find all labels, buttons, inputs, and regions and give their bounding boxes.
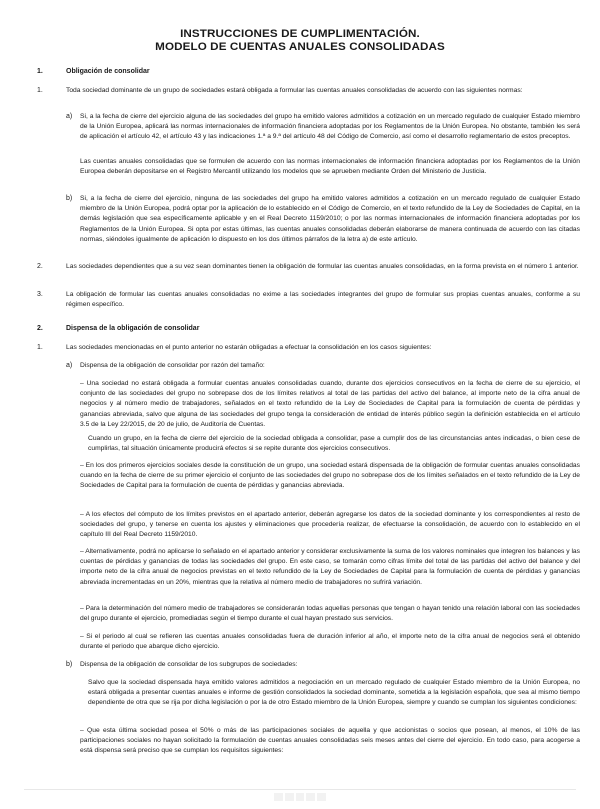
s2-b-paragraph-2: Salvo que la sociedad dispensada haya emitido valores admitidos a negociación en un mercado regulado de cualquier Estado miembro de la Unión Europea, no estará obligada a presentar cuentas anuales e informe de gestión consolidados la sociedad dominante, sometida a la legislación española, que sea al mismo tiempo dependiente de otra que se rija por dicha legislación o por la de otro Estado miembro de la Unión Europea, siempre y cuando se cumplan los siguientes condiciones: <box>88 679 580 707</box>
s1-p3-number: 3. <box>37 291 43 298</box>
s1-p1-text: Toda sociedad dominante de un grupo de sociedades estará obligada a formular las cuentas anuales consolidadas de acuerdo con las siguientes normas: <box>66 87 523 94</box>
s1-p2-number: 2. <box>37 263 43 270</box>
s2-size-dispensation-2: – En los dos primeros ejercicios sociales desde la constitución de un grupo, una sociedad estará dispensada de la obligación de formular cuentas anuales consolidadas cuando en la fecha de cierre de su primer ejercicio el conjunto de las sociedades del grupo no sobrepase dos de los límites señalados en el texto refundido de la Ley de Sociedades de Capital para la formulación de cuenta de pérdidas y ganancias abreviada. <box>80 462 580 490</box>
s1-a-text: Si, a la fecha de cierre del ejercicio alguna de las sociedades del grupo ha emitido valores admitidos a cotización en un mercado regulado de cualquier Estado miembro de la Unión Europea, aplicará las normas internacionales de información financiera adoptadas por los Reglamentos de la Unión Europea. No obstante, también les será de aplicación el artículo 42, el artículo 43 y las indicaciones 1.ª a 9.ª del artículo 48 del Código de Comercio, así como el desarrollo reglamentario de estos preceptos. <box>80 113 580 141</box>
s2-size-dispensation-4: – Alternativamente, podrá no aplicarse lo señalado en el apartado anterior y considerar exclusivamente la suma de los valores nominales que integren los balances y las cuentas de pérdidas y ganancias de todas las sociedades del grupo. En este caso, se tomarán como cifras límite del total de las partidas del activo del balance y del importe neto de la cifra anual de negocios previstas en el texto refundido de la Ley de Sociedades de Capital para la formulación de cuenta de pérdidas y ganancias abreviada incrementadas en un 20%, mientras que la relativa al número medio de trabajadores no sufrirá variación. <box>80 548 580 586</box>
s2-size-dispensation-5: – Para la determinación del número medio de trabajadores se considerarán todas aquellas personas que tengan o hayan tenido una relación laboral con las sociedades del grupo durante el ejercicio, promediadas según el tiempo durante el cual hayan prestado sus servicios. <box>80 605 580 623</box>
s2-b-text: Dispensa de la obligación de consolidar de los subgrupos de sociedades: <box>80 661 298 668</box>
document-title-line-2: MODELO DE CUENTAS ANUALES CONSOLIDADAS <box>155 41 445 53</box>
s1-b-label: b) <box>66 195 73 202</box>
footer-barcode-mark <box>274 793 326 801</box>
s2-size-dispensation-1b: Cuando un grupo, en la fecha de cierre del ejercicio de la sociedad obligada a consolidar, pase a cumplir dos de las circunstancias antes indicadas, o bien cese de cumplirlas, tal situación únicamente producirá efectos si se repite durante dos ejercicios consecutivos. <box>88 435 580 453</box>
s2-p1-number: 1. <box>37 344 43 351</box>
s1-a-label: a) <box>66 113 73 120</box>
s2-size-dispensation-3: – A los efectos del cómputo de los límites previstos en el apartado anterior, deberán agregarse los datos de la sociedad dominante y los correspondientes al resto de sociedades del grupo, y tenerse en cuenta los ajustes y eliminaciones que procedería realizar, de efectuarse la consolidación, de acuerdo con lo establecido en el capítulo III del Real Decreto 1159/2010. <box>80 511 580 539</box>
section-1-number: 1. <box>37 68 43 75</box>
s2-p1-text: Las sociedades mencionadas en el punto anterior no estarán obligadas a efectuar la consolidación en los casos siguientes: <box>66 344 432 351</box>
s2-size-dispensation-6: – Si el periodo al cual se refieren las cuentas anuales consolidadas fuera de duración inferior al año, el importe neto de la cifra anual de negocios será el obtenido durante el periodo que abarque dicho ejercicio. <box>80 633 580 651</box>
s2-b-condition-1: – Que esta última sociedad posea el 50% o más de las participaciones sociales de aquella y que accionistas o socios que posean, al menos, el 10% de las participaciones sociales no hayan solicitado la formulación de cuentas anuales consolidadas seis meses antes del cierre del ejercicio. En todo caso, para acogerse a está dispensa será preciso que se cumplan los requisitos siguientes: <box>80 727 580 755</box>
s2-a-text: Dispensa de la obligación de consolidar por razón del tamaño: <box>80 362 265 369</box>
footer-rule <box>24 789 576 790</box>
s1-b-text: Si, a la fecha de cierre del ejercicio, ninguna de las sociedades del grupo ha emitido valores admitidos a cotización en un mercado regulado de cualquier Estado miembro de la Unión Europea, podrá optar por la aplicación de lo establecido en el Código de Comercio, en el texto refundido de la Ley de Sociedades de Capital, en la demás legislación que sea específicamente aplicable y en el Real Decreto 1159/2010; o por las normas internacionales de información financiera adoptadas por los Reglamentos de la Unión Europea. Si opta por estas últimas, las cuentas anuales consolidadas deberán elaborarse de manera continuada de acuerdo con las citadas normas, siéndoles igualmente de aplicación lo dispuesto en los dos últimos párrafos de la letra a) de este artículo. <box>80 195 580 243</box>
s1-p2-text: Las sociedades dependientes que a su vez sean dominantes tienen la obligación de formular las cuentas anuales consolidadas, en la forma prevista en el número 1 anterior. <box>66 263 579 270</box>
section-1-heading: Obligación de consolidar <box>66 68 150 75</box>
s1-a-paragraph-2: Las cuentas anuales consolidadas que se formulen de acuerdo con las normas internacionales de información financiera adoptadas por los Reglamentos de la Unión Europea deberán depositarse en el Registro Mercantil utilizando los modelos que se aprueben mediante Orden del Ministerio de Justicia. <box>80 158 580 176</box>
s1-p1-number: 1. <box>37 87 43 94</box>
section-2-number: 2. <box>37 325 43 332</box>
s1-p3-text: La obligación de formular las cuentas anuales consolidadas no exime a las sociedades integrantes del grupo de formular sus propias cuentas anuales, conforme a su régimen específico. <box>66 291 580 309</box>
s2-a-label: a) <box>66 362 73 369</box>
section-2-heading: Dispensa de la obligación de consolidar <box>66 325 200 332</box>
document-title-line-1: INSTRUCCIONES DE CUMPLIMENTACIÓN. <box>180 28 420 40</box>
s2-b-label: b) <box>66 661 73 668</box>
s2-size-dispensation-1: – Una sociedad no estará obligada a formular cuentas anuales consolidadas cuando, durante dos ejercicios consecutivos en la fecha de cierre de su ejercicio, el conjunto de las sociedades del grupo no sobrepase dos de los límites relativos al total de las partidas del activo del balance, al importe neto de la cifra anual de negocios y al número medio de trabajadores, señalados en el texto refundido de la Ley de Sociedades de Capital para la formulación de cuenta de pérdidas y ganancias abreviada, salvo que alguna de las sociedades del grupo tenga la consideración de entidad de interés público según la definición establecida en el artículo 3.5 de la Ley 22/2015, de 20 de julio, de Auditoría de Cuentas. <box>80 380 580 428</box>
